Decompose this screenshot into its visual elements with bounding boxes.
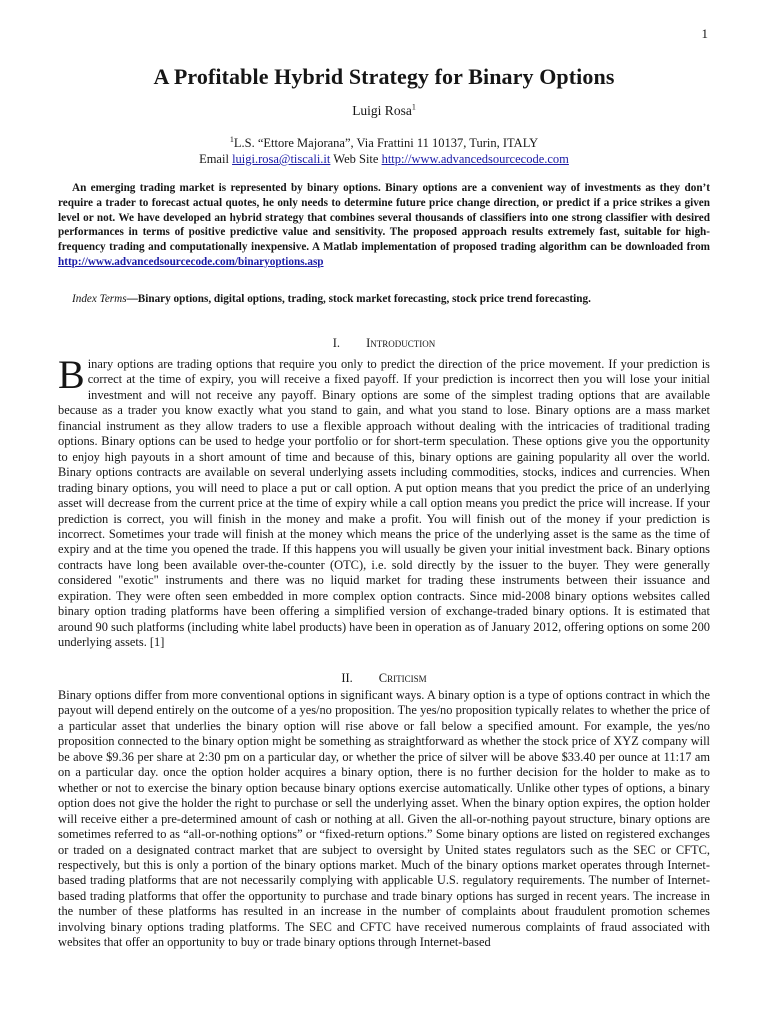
abstract [58,181,710,270]
drop-cap: B [58,352,85,397]
index-terms-list: —Binary options, digital options, trading, stock market forecasting, stock price trend forecasting. [126,293,591,305]
website-link[interactable]: http://www.advancedsourcecode.com [381,152,569,166]
email-label: Email [199,152,233,166]
section-number: II. [341,671,353,685]
introduction-body [58,352,710,651]
author-name: Luigi Rosa [352,103,412,118]
contact-line [0,152,768,167]
section-heading-introduction [0,336,768,351]
introduction-text: inary options are trading options that require you only to predict the direction of the price movement. If your prediction is correct at the time of expiry, you will receive a fixed payoff. If your prediction is incorrect then you will lose your initial investment and will not receive any payoff. Binary options are some of the simplest trading options that are available because as a trader you know exactly what you stand to gain, and what you stand to lose. Binary options are a mass market financial instrument as they allow traders to use a flexible approach without dealing with the intricacies of traditional trading options. Binary options can be used to hedge your portfolio or for short-term speculation. These options give you the opportunity to enjoy high payouts in a short amount of time and because of this, binary options are gaining popularity all over the world. Binary options contracts are available on several underlying assets including commodities, stocks, indices and currencies. When trading binary options, you will need to place a put or call option. A put option means that you predict the price of an underlying asset will decrease from the current price at the time of expiry while a call option means you predict the price will increase. If your prediction is correct, you will finish in the money and make a profit. You will finish out of the money if your prediction is incorrect. Sometimes your trade will finish at the money which means the price of the underlying asset is the same as the time of expiry and at the time you opened the trade. If this happens you will usually be given your initial investment back. Binary options contracts have long been available over-the-counter (OTC), i.e. sold directly by the issuer to the buyer. They were generally considered "exotic" instruments and there was no liquid market for trading these instruments between their issuance and expiration. They were often seen embedded in more complex option contracts. Since mid-2008 binary options websites called binary option trading platforms have been offering a simplified version of exchange-traded binary options. It is estimated that around 90 such platforms (including white label products) have been in operation as of January 2012, offering options on some 200 underlying assets. [1] [58,357,710,650]
affiliation-mark: 1 [229,134,234,144]
section-heading-criticism [0,671,768,686]
email-link[interactable]: luigi.rosa@tiscali.it [232,152,331,166]
author-affil-mark: 1 [411,102,416,112]
criticism-body: Binary options differ from more conventional options in significant ways. A binary option is a type of options contract in which the payout will depend entirely on the outcome of a yes/no proposition. The yes/no proposition typically relates to whether the price of a particular asset that underlies the binary option will rise above or fall below a specified amount. For example, the yes/no proposition connected to the binary option might be something as straightforward as whether the stock price of XYZ company will be above $9.36 per share at 2:30 pm on a particular day, or whether the price of silver will be above $33.40 per ounce at 11:17 am on a particular day. once the option holder acquires a binary option, there is no further decision for the holder to make as to whether or not to exercise the binary option because binary options exercise automatically. Unlike other types of options, a binary option does not give the holder the right to purchase or sell the underlying asset. When the binary option expires, the option holder will receive either a pre-determined amount of cash or nothing at all. Given the all-or-nothing payout structure, binary options are sometimes referred to as “all-or-nothing options” or “fixed-return options.” Some binary options are listed on registered exchanges or traded on a designated contract market that are subject to oversight by United states regulators such as the SEC or CFTC, respectively, but this is only a portion of the binary options market. Much of the binary options market operates through Internet-based trading platforms that are not necessarily complying with applicable U.S. regulatory requirements. The number of Internet-based trading platforms that offer the opportunity to purchase and trade binary options has surged in recent years. The increase in the number of these platforms has resulted in an increase in the number of complaints about fraudulent promotion schemes involving binary options trading platforms. The SEC and CFTC have received numerous complaints of fraud associated with websites that offer an opportunity to buy or trade binary options through Internet-based [58,688,710,950]
download-link[interactable]: http://www.advancedsourcecode.com/binaryoptions.asp [58,255,324,268]
index-terms [58,292,710,306]
section-title: Introduction [366,336,436,350]
affiliation-line [0,136,768,151]
section-title: Criticism [378,671,427,685]
paper-title: A Profitable Hybrid Strategy for Binary Options [153,64,615,89]
author-line [0,103,768,119]
abstract-text: An emerging trading market is represented by binary options. Binary options are a convenient way of investments as they don’t require a trader to forecast actual quotes, he only needs to determine future price change direction, or predict if a price strikes a given level or not. We have developed an hybrid strategy that combines several thousands of classifiers into one strong classifier with desired performances in terms of positive predictive value and sensitivity. The proposed approach results extremely fast, suitable for high-frequency trading and computationally inexpensive. A Matlab implementation of proposed trading algorithm can be downloaded from [58,182,710,254]
index-terms-label: Index Terms [72,293,127,305]
section-number: I. [332,336,341,350]
website-label: Web Site [330,152,382,166]
affiliation-text: L.S. “Ettore Majorana”, Via Frattini 11 10137, Turin, ITALY [233,136,539,150]
page-number: 1 [701,26,708,41]
